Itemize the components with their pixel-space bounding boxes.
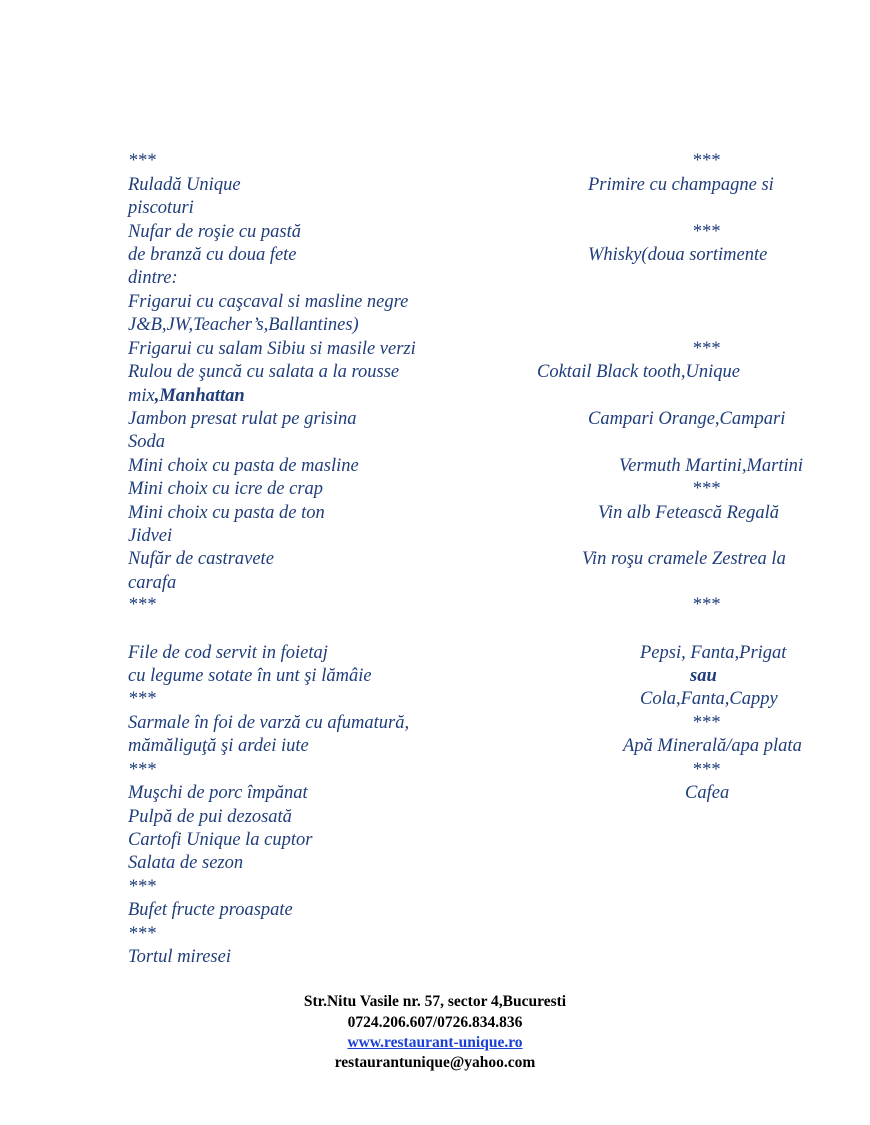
separator-stars: ***: [128, 151, 156, 171]
separator-stars: ***: [692, 339, 720, 359]
menu-item: Cartofi Unique la cuptor: [128, 830, 313, 850]
menu-item: Frigarui cu caşcaval si masline negre: [128, 292, 409, 312]
separator-stars: ***: [128, 924, 156, 944]
drink-item: Vin roşu cramele Zestrea la: [582, 549, 786, 569]
menu-item: Tortul miresei: [128, 947, 231, 967]
drink-item: Cola,Fanta,Cappy: [640, 689, 778, 709]
drink-item: Cafea: [685, 783, 730, 803]
separator-stars: ***: [128, 760, 156, 780]
separator-stars: ***: [692, 713, 720, 733]
separator-stars: ***: [128, 595, 156, 615]
menu-item: Salata de sezon: [128, 853, 244, 873]
menu-item: Soda: [128, 432, 165, 452]
menu-item: Ruladă Unique: [128, 175, 241, 195]
drink-item: Whisky(doua sortimente: [588, 245, 768, 265]
drink-item: Vin alb Fetească Regală: [598, 503, 780, 523]
menu-item: Jambon presat rulat pe grisina: [128, 409, 357, 429]
separator-stars: ***: [692, 479, 720, 499]
menu-item: Frigarui cu salam Sibiu si masile verzi: [128, 339, 416, 359]
menu-item: carafa: [128, 573, 177, 593]
drink-item: Vermuth Martini,Martini: [619, 456, 803, 476]
separator-stars: ***: [128, 689, 156, 709]
menu-item: Nufar de roşie cu pastă: [128, 222, 302, 242]
separator-stars: ***: [692, 151, 720, 171]
footer-email: restaurantunique@yahoo.com: [334, 1054, 536, 1071]
menu-item: Muşchi de porc împănat: [128, 783, 308, 803]
menu-item: File de cod servit in foietaj: [128, 643, 328, 663]
menu-item: Bufet fructe proaspate: [128, 900, 293, 920]
menu-item: Mini choix cu icre de crap: [128, 479, 324, 499]
drink-item: Pepsi, Fanta,Prigat: [640, 643, 787, 663]
menu-item: [128, 385, 245, 408]
separator-stars: ***: [692, 760, 720, 780]
menu-item: de branză cu doua fete: [128, 245, 297, 265]
drink-alternative: sau: [690, 666, 717, 686]
footer-address: Str.Nitu Vasile nr. 57, sector 4,Bucuresti: [303, 993, 567, 1010]
menu-item: piscoturi: [128, 198, 194, 218]
separator-stars: ***: [692, 595, 720, 615]
separator-stars: ***: [128, 877, 156, 897]
menu-item: Mini choix cu pasta de masline: [128, 456, 359, 476]
footer-website-row: [0, 1033, 870, 1053]
drink-item: Primire cu champagne si: [588, 175, 774, 195]
separator-stars: ***: [692, 222, 720, 242]
drink-item: Coktail Black tooth,Unique: [537, 362, 740, 382]
menu-item: Pulpă de pui dezosată: [128, 807, 292, 827]
menu-item: J&B,JW,Teacher’s,Ballantines): [128, 315, 359, 335]
menu-item: mămăliguţă şi ardei iute: [128, 736, 309, 756]
menu-item: dintre:: [128, 268, 178, 288]
drink-item: Apă Minerală/apa plata: [623, 736, 802, 756]
menu-item: Jidvei: [128, 526, 173, 546]
menu-item: Sarmale în foi de varză cu afumatură,: [128, 713, 410, 733]
footer-phones: 0724.206.607/0726.834.836: [347, 1014, 523, 1031]
menu-item-part: mix: [128, 386, 155, 406]
menu-item: Mini choix cu pasta de ton: [128, 503, 325, 523]
menu-item-part: ,Manhattan: [154, 386, 245, 406]
menu-item: Rulou de şuncă cu salata a la rousse: [128, 362, 400, 382]
website-link[interactable]: www.restaurant-unique.ro: [347, 1034, 523, 1051]
drink-item: Campari Orange,Campari: [588, 409, 786, 429]
menu-item: cu legume sotate în unt şi lămâie: [128, 666, 372, 686]
menu-item: Nufăr de castravete: [128, 549, 274, 569]
